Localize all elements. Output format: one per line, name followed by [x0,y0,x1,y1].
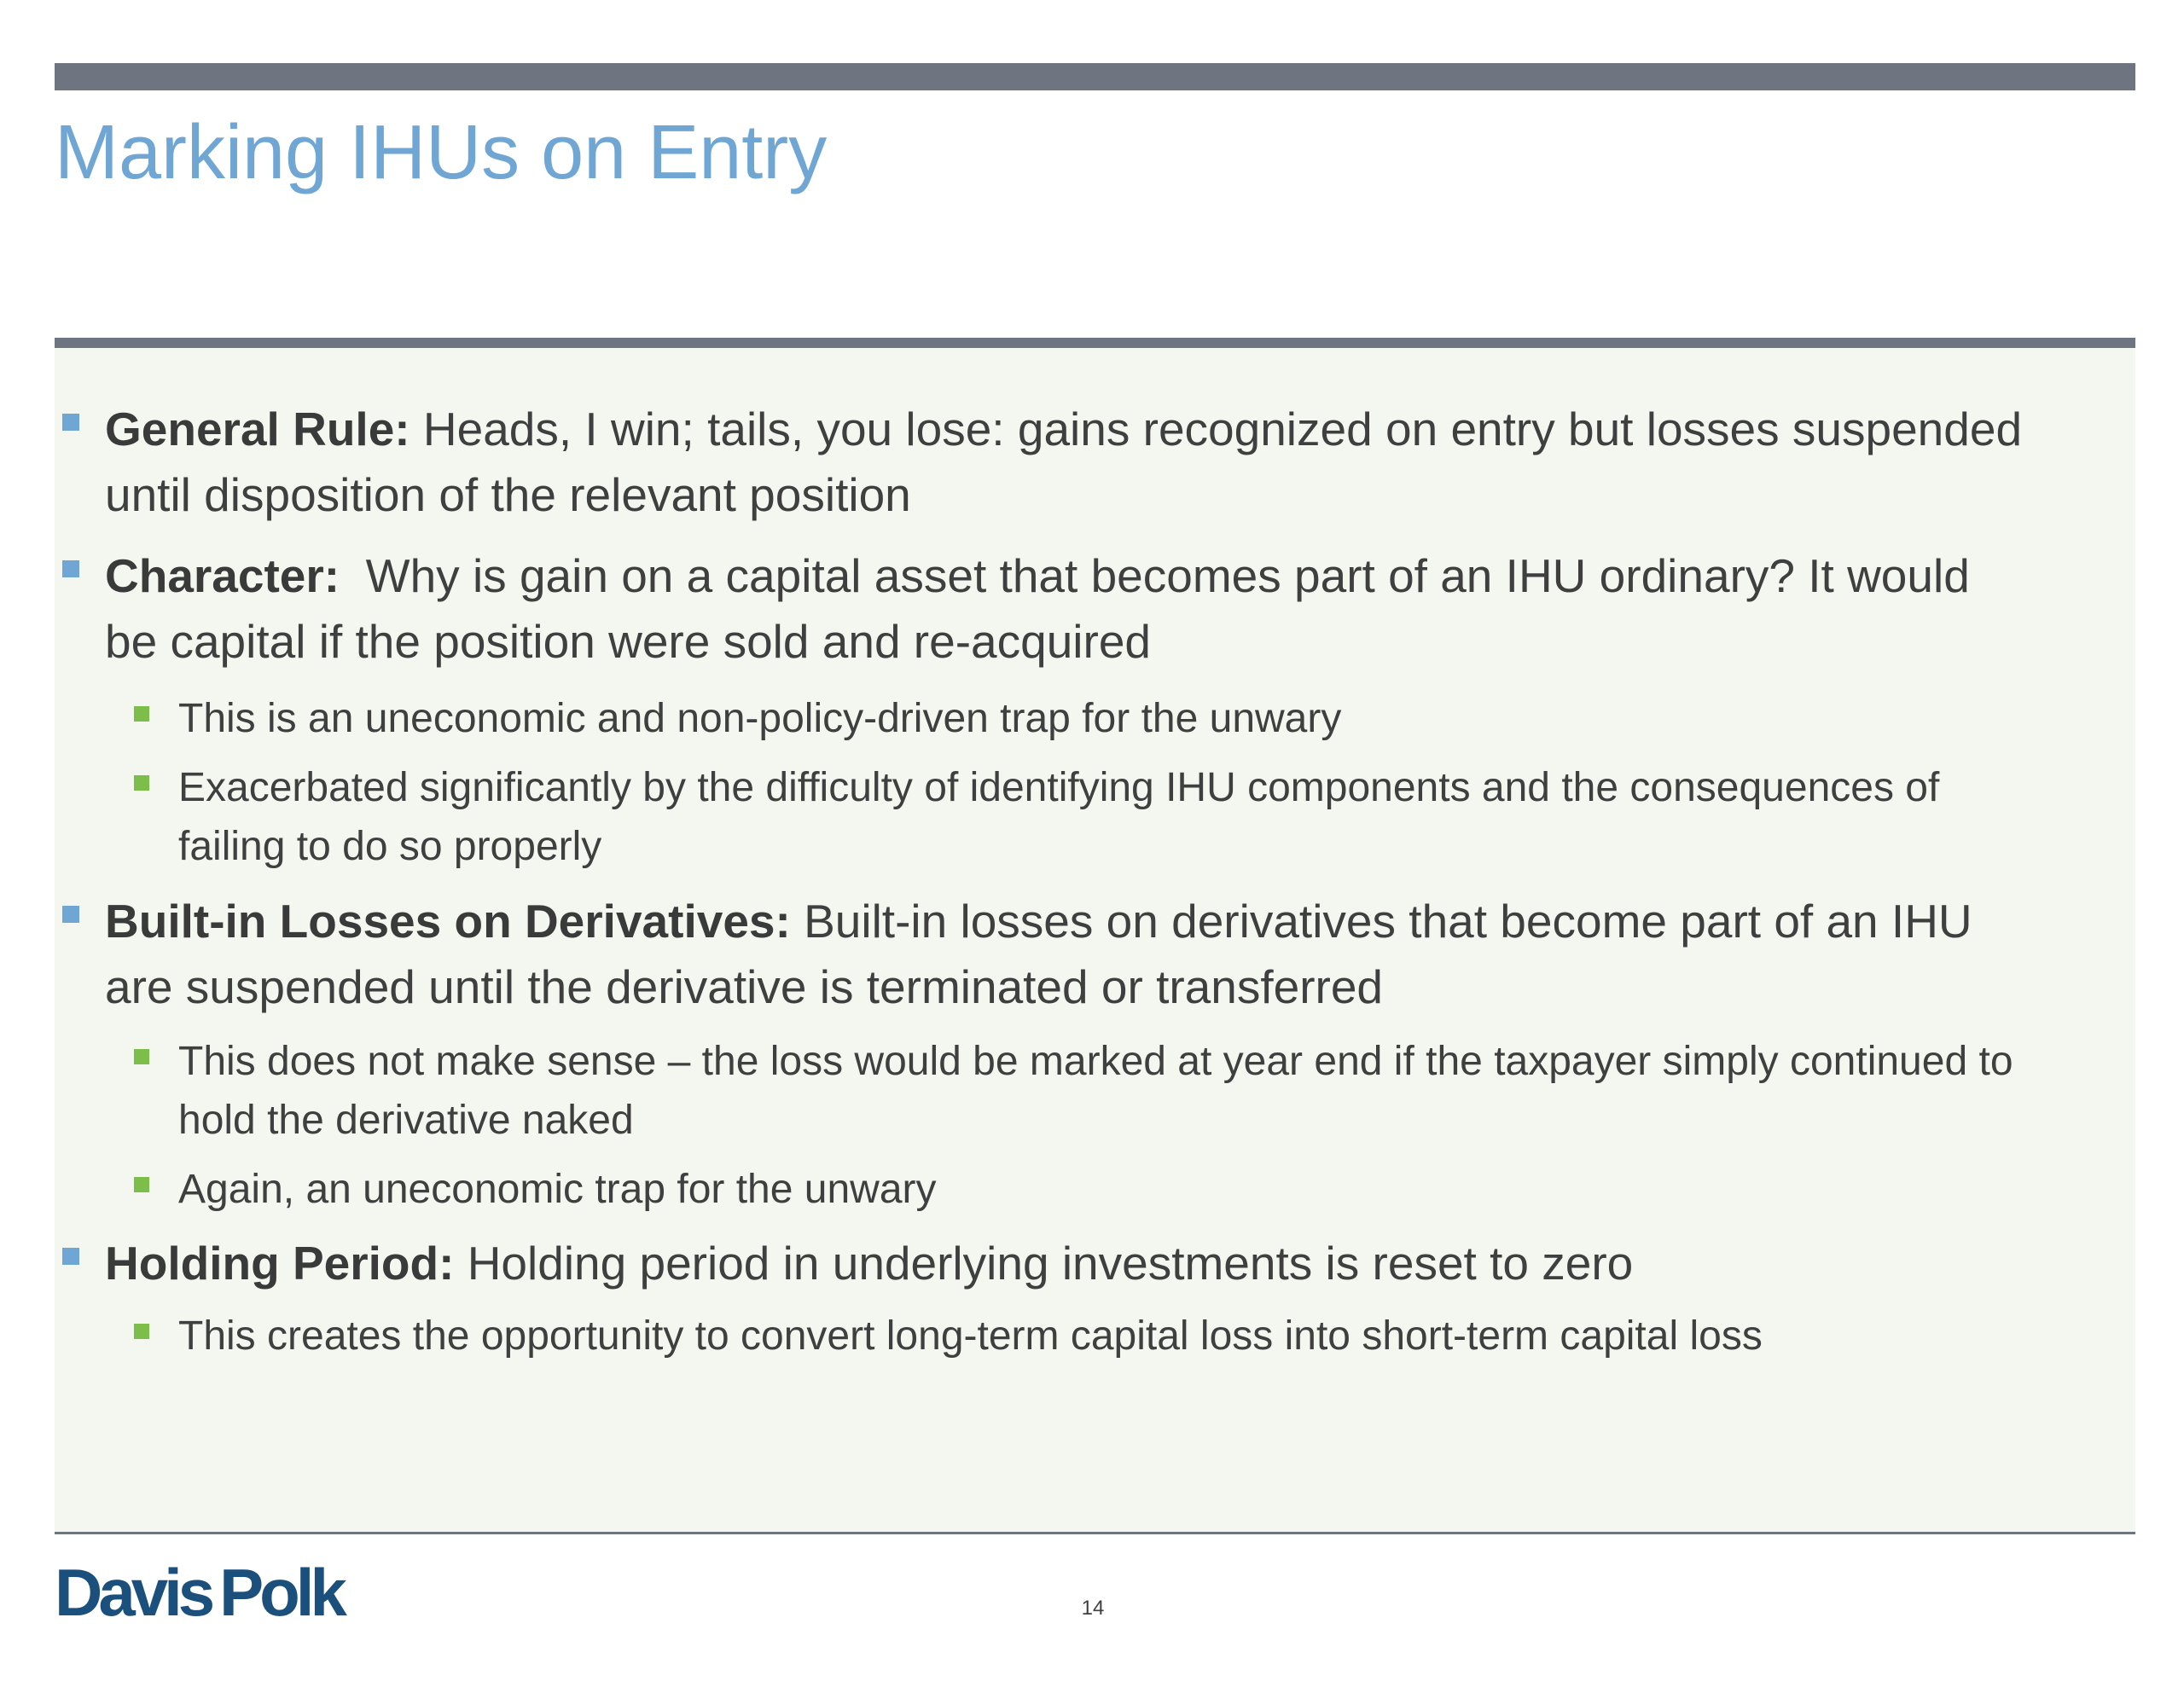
logo-word-polk: Polk [219,1555,343,1630]
bullet-square-icon [62,906,79,923]
bullet-square-icon [62,1248,79,1265]
footer-divider [55,1532,2135,1534]
sub-bullet-square-icon [134,1177,149,1192]
sub-bullet-text: Again, an uneconomic trap for the unwary [178,1167,937,1212]
sub-bullet-text: This creates the opportunity to convert long-term capital loss into short-term capital loss [178,1313,1763,1359]
logo-word-davis: Davis [55,1555,212,1630]
sub-bullet-character-1 [178,689,2038,748]
davis-polk-logo [55,1555,343,1630]
sub-bullet-derivatives-1 [178,1032,2038,1150]
bullet-built-in-losses [105,889,2033,1020]
sub-bullet-text: This does not make sense – the loss would be marked at year end if the taxpayer simply continued to hold the derivative naked [178,1039,2013,1143]
bullet-lead: Character: [105,549,340,602]
sub-bullet-square-icon [134,1324,149,1339]
bullet-lead: General Rule: [105,403,410,455]
bullet-text: Heads, I win; tails, you lose: gains recognized on entry but losses suspended until disposition of the relevant position [105,403,2023,521]
sub-bullet-text: Exacerbated significantly by the difficulty of identifying IHU components and the consequences of failing to do so properly [178,765,1940,869]
page-number: 14 [1081,1597,1105,1620]
sub-bullet-square-icon [134,1049,149,1064]
bullet-text: Holding period in underlying investments is reset to zero [467,1237,1634,1290]
bullet-holding-period [105,1231,2033,1296]
bullet-lead: Built-in Losses on Derivatives: [105,895,791,948]
sub-bullet-text: This is an uneconomic and non-policy-driven trap for the unwary [178,696,1342,741]
bullet-general-rule [105,397,2033,528]
bullet-character [105,543,2033,675]
sub-bullet-holding-period-1 [178,1307,2038,1365]
slide-title: Marking IHUs on Entry [55,110,828,195]
sub-bullet-square-icon [134,706,149,722]
sub-bullet-square-icon [134,775,149,791]
sub-bullet-derivatives-2 [178,1160,2038,1219]
bullet-text: Why is gain on a capital asset that becomes part of an IHU ordinary? It would be capital if the position were sold and re-acquired [105,549,1970,668]
sub-bullet-character-2 [178,758,2038,876]
bullet-square-icon [62,414,79,431]
bullet-text: Built-in losses on derivatives that become part of an IHU are suspended until the derivative is terminated or transferred [105,895,1972,1013]
bullet-lead: Holding Period: [105,1237,455,1290]
bullet-square-icon [62,560,79,577]
